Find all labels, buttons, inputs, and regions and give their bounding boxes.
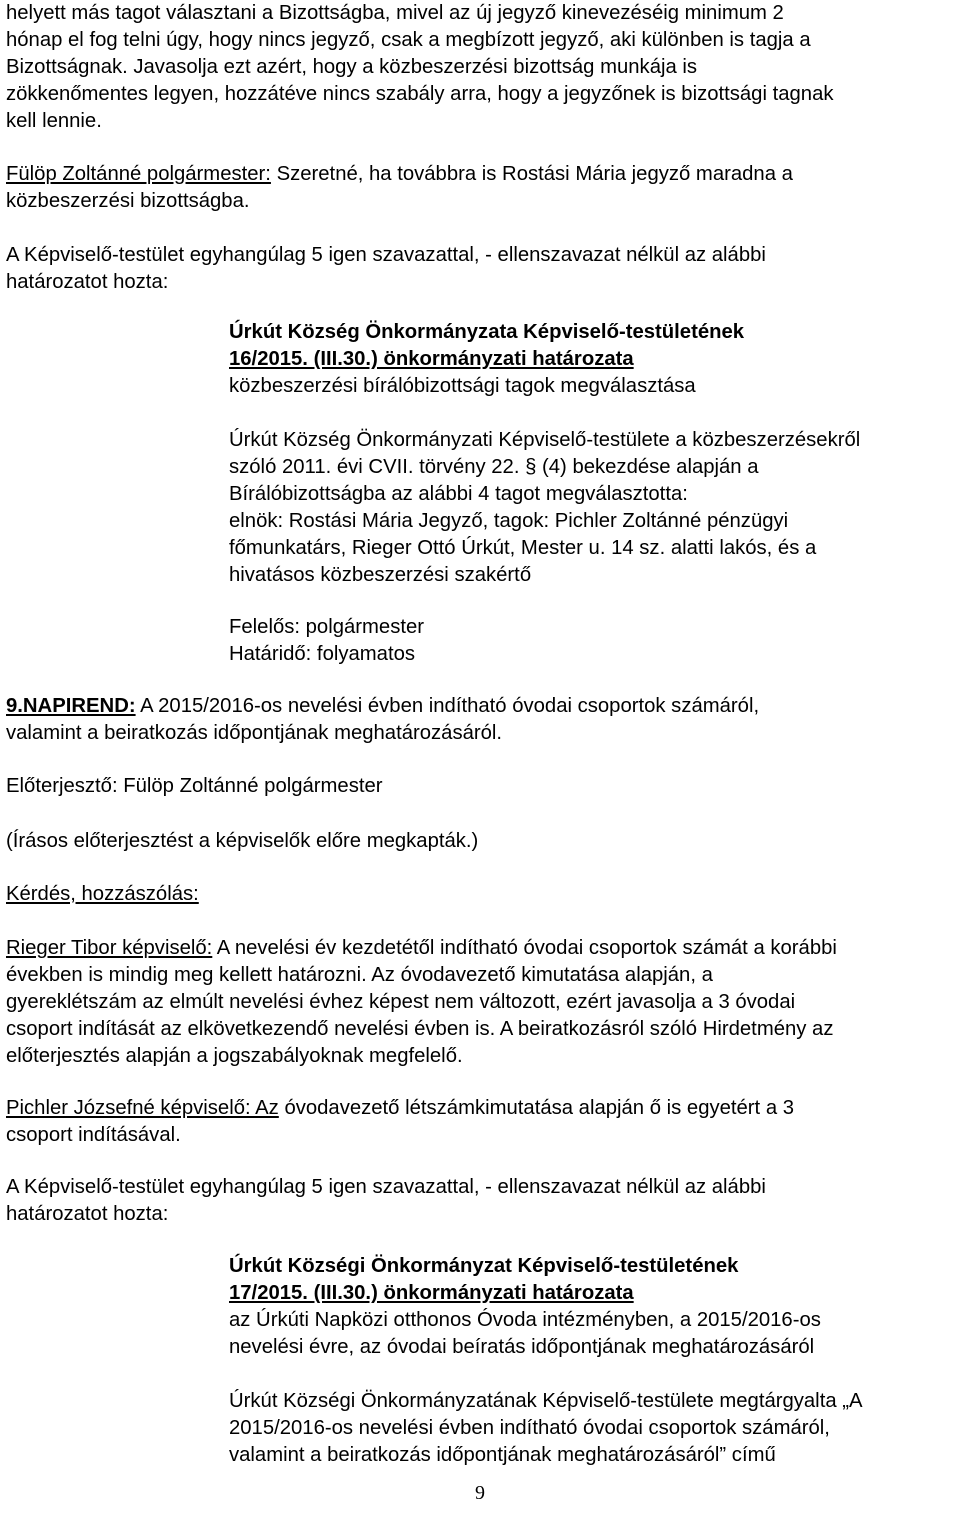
deadline-line: Határidő: folyamatos: [229, 643, 415, 665]
rieger-comment: [6, 935, 954, 1070]
text-line: 2015/2016-os nevelési évben indítható óvodai csoportok számáról,: [229, 1417, 830, 1439]
text-line: határozatot hozta:: [6, 1203, 169, 1225]
text-line: csoport indításával.: [6, 1124, 181, 1146]
text-line: Úrkút Községi Önkormányzatának Képviselő-testülete megtárgyalta „A: [229, 1390, 863, 1412]
resolution-16-body: [229, 427, 954, 589]
agenda-title: A 2015/2016-os nevelési évben indítható óvodai csoportok számáról,: [135, 695, 760, 717]
text-line: határozatot hozta:: [6, 271, 169, 293]
resolution-16-title: [229, 319, 954, 400]
page-number: 9: [475, 1482, 485, 1504]
resolution-number: 16/2015. (III.30.) önkormányzati határozata: [229, 348, 634, 370]
resolution-subject: nevelési évre, az óvodai beíratás időpontjának meghatározásáról: [229, 1336, 815, 1358]
resolution-16-responsibility: [229, 614, 954, 668]
text-line: valamint a beiratkozás időpontjának meghatározásáról.: [6, 722, 503, 744]
comment-text: óvodavezető létszámkimutatása alapján ő is egyetért a 3: [278, 1097, 795, 1119]
presenter-line: Előterjesztő: Fülöp Zoltánné polgármester: [6, 775, 383, 797]
speaker-name: Pichler Józsefné képviselő: Az: [6, 1097, 279, 1119]
text-line: [6, 161, 954, 188]
text-line: A Képviselő-testület egyhangúlag 5 igen szavazattal, - ellenszavazat nélkül az alábbi: [6, 244, 766, 266]
vote-statement-1: [6, 242, 954, 296]
text-line: valamint a beiratkozás időpontjának meghatározásáról” című: [229, 1444, 776, 1466]
text-line: Bírálóbizottságba az alábbi 4 tagot megválasztotta:: [229, 483, 688, 505]
responsible-line: Felelős: polgármester: [229, 616, 425, 638]
resolution-number: 17/2015. (III.30.) önkormányzati határozata: [229, 1282, 634, 1304]
questions-heading: Kérdés, hozzászólás:: [6, 883, 199, 905]
resolution-17-title: [229, 1253, 954, 1361]
text-line: hónap el fog telni úgy, hogy nincs jegyző, csak a megbízott jegyző, aki különben is tagja a: [6, 29, 811, 51]
comment-text: A nevelési év kezdetétől indítható óvodai csoportok számát a korábbi: [212, 937, 837, 959]
resolution-title-line: Úrkút Községi Önkormányzat Képviselő-testületének: [229, 1255, 739, 1277]
text-line: [6, 1095, 954, 1122]
comment-text: Szeretné, ha továbbra is Rostási Mária jegyző maradna a: [270, 163, 793, 185]
pichler-comment: [6, 1095, 954, 1149]
text-line: hivatásos közbeszerzési szakértő: [229, 564, 532, 586]
text-line: [6, 935, 954, 962]
text-line: szóló 2011. évi CVII. törvény 22. § (4) bekezdése alapján a: [229, 456, 759, 478]
intro-paragraph: [6, 0, 954, 135]
text-line: A Képviselő-testület egyhangúlag 5 igen szavazattal, - ellenszavazat nélkül az alábbi: [6, 1176, 766, 1198]
resolution-subject: közbeszerzési bírálóbizottsági tagok megválasztása: [229, 375, 696, 397]
resolution-17-body: [229, 1388, 954, 1469]
text-line: gyereklétszám az elmúlt nevelési évhez képest nem változott, ezért javasolja a 3 óvodai: [6, 991, 796, 1013]
mayor-comment: [6, 161, 954, 215]
text-line: Úrkút Község Önkormányzati Képviselő-testülete a közbeszerzésekről: [229, 429, 861, 451]
text-line: helyett más tagot választani a Bizottságba, mivel az új jegyző kinevezéséig minimum 2: [6, 2, 784, 24]
resolution-subject: az Úrkúti Napközi otthonos Óvoda intézményben, a 2015/2016-os: [229, 1309, 821, 1331]
text-line: zökkenőmentes legyen, hozzátéve nincs szabály arra, hogy a jegyzőnek is bizottsági tagnak: [6, 83, 834, 105]
agenda-label: 9.NAPIREND:: [6, 695, 136, 717]
agenda-item-9: [6, 693, 954, 747]
text-line: főmunkatárs, Rieger Ottó Úrkút, Mester u. 14 sz. alatti lakós, és a: [229, 537, 817, 559]
written-note: (Írásos előterjesztést a képviselők előre megkapták.): [6, 830, 479, 852]
text-line: közbeszerzési bizottságba.: [6, 190, 250, 212]
resolution-title-line: Úrkút Község Önkormányzata Képviselő-testületének: [229, 321, 745, 343]
speaker-name: Fülöp Zoltánné polgármester:: [6, 163, 271, 185]
text-line: években is mindig meg kellett határozni. Az óvodavezető kimutatása alapján, a: [6, 964, 713, 986]
text-line: kell lennie.: [6, 110, 102, 132]
text-line: előterjesztés alapján a jogszabályoknak megfelelő.: [6, 1045, 463, 1067]
vote-statement-2: [6, 1174, 954, 1228]
speaker-name: Rieger Tibor képviselő:: [6, 937, 213, 959]
text-line: [6, 693, 954, 720]
text-line: elnök: Rostási Mária Jegyző, tagok: Pichler Zoltánné pénzügyi: [229, 510, 789, 532]
text-line: csoport indítását az elkövetkezendő nevelési évben is. A beiratkozásról szóló Hirdetmény az: [6, 1018, 834, 1040]
text-line: Bizottságnak. Javasolja ezt azért, hogy a közbeszerzési bizottság munkája is: [6, 56, 698, 78]
